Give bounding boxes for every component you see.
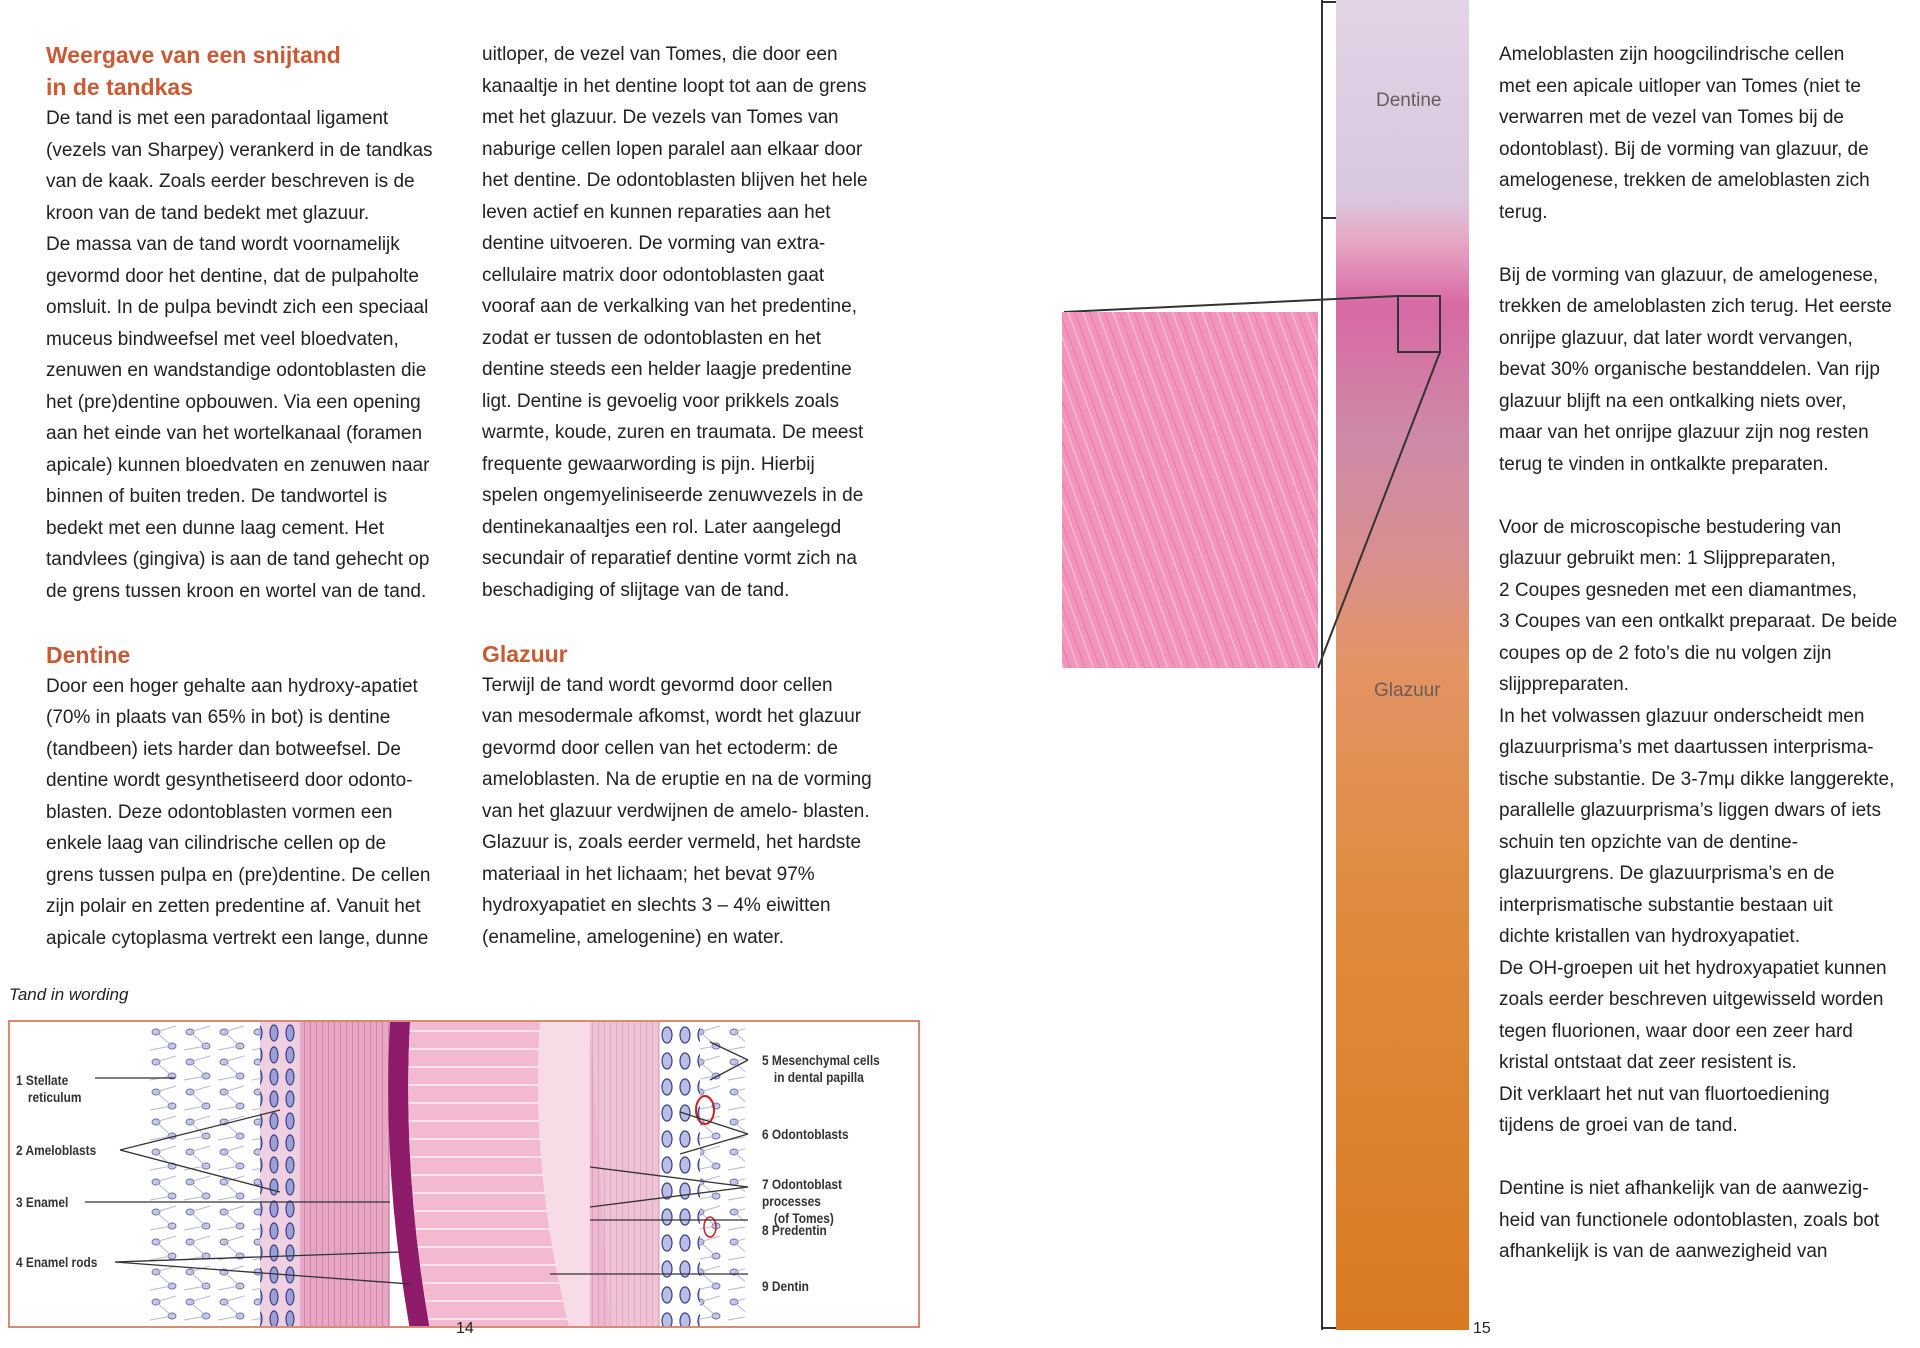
left-column-2 — [482, 39, 902, 953]
text-line: verwarren met de vezel van Tomes bij de — [1499, 107, 1844, 128]
text-line: (enameline, amelogenine) en water. — [482, 926, 785, 948]
text-line: zenuwen en wandstandige odontoblasten die — [46, 360, 427, 381]
paragraph-dentine-odontoblasten — [1499, 1173, 1909, 1268]
label-ameloblasts: 2 Ameloblasts — [16, 1142, 97, 1158]
text-line: grens tussen pulpa en (pre)dentine. De cellen — [46, 864, 431, 886]
text-line: dentine steeds een helder laagje predentine — [482, 359, 852, 380]
text-line: parallelle glazuurprisma’s liggen dwars of iets — [1499, 800, 1881, 821]
section-heading-glazuur: Glazuur — [482, 640, 568, 667]
section-heading-snijtand: Weergave van een snijtand — [46, 42, 341, 68]
text-line: afhankelijk is van de aanwezigheid van — [1499, 1241, 1828, 1262]
text-line: 3 Coupes van een ontkalkt preparaat. De beide — [1499, 611, 1898, 632]
text-line: aan het einde van het wortelkanaal (foramen — [46, 423, 423, 444]
paragraph-glazuur — [482, 670, 902, 954]
text-line: frequente gewaarwording is pijn. Hierbij — [482, 453, 815, 475]
text-line: (70% in plaats van 65% in bot) is dentine — [46, 707, 391, 728]
text-line: Dit verklaart het nut van fluortoediening — [1499, 1083, 1830, 1105]
text-line: Glazuur is, zoals eerder vermeld, het hardste — [482, 832, 862, 853]
text-line: materiaal in het lichaam; het bevat 97% — [482, 863, 815, 885]
text-line: beschadiging of slijtage van de tand. — [482, 579, 790, 601]
text-line: muceus bindweefsel met veel bloedvaten, — [46, 328, 399, 350]
text-line: De massa van de tand wordt voornamelijk — [46, 234, 400, 255]
right-column — [1499, 39, 1909, 1268]
text-line: apicale) kunnen bloedvaten en zenuwen naar — [46, 454, 430, 476]
paragraph-microscopie — [1499, 512, 1909, 1142]
paragraph-tand-intro — [46, 103, 466, 607]
text-line: met het glazuur. De vezels van Tomes van — [482, 107, 839, 128]
text-line: 2 Coupes gesneden met een diamantmes, — [1499, 579, 1858, 601]
text-line: tandvlees (gingiva) is aan de tand gehecht op — [46, 549, 430, 570]
text-line: tische substantie. De 3-7mμ dikke langgerekte, — [1499, 768, 1895, 790]
text-line: kanaaltje in het dentine loopt tot aan de grens — [482, 75, 867, 97]
page-number-right: 15 — [1473, 1320, 1491, 1337]
text-line: dentine wordt gesynthetiseerd door odonto- — [46, 770, 413, 791]
text-line: De tand is met een paradontaal ligament — [46, 108, 389, 129]
text-line: dentine uitvoeren. De vorming van extra- — [482, 233, 826, 254]
text-line: glazuurgrens. De glazuurprisma’s en de — [1499, 863, 1835, 884]
tooth-development-diagram — [8, 1020, 920, 1328]
text-line: Ameloblasten zijn hoogcilindrische cellen — [1499, 44, 1845, 65]
text-line: van de kaak. Zoals eerder beschreven is de — [46, 171, 415, 192]
text-line: enkele laag van cilindrische cellen op de — [46, 833, 387, 854]
text-line: slijppreparaten. — [1499, 674, 1629, 695]
label-odontoblasts: 6 Odontoblasts — [762, 1126, 849, 1142]
label-mesenchymal: 5 Mesenchymal cells in dental papilla — [762, 1052, 880, 1085]
text-line: zijn polair en zetten predentine af. Vanuit het — [46, 896, 421, 917]
text-line: amelogenese, trekken de ameloblasten zich — [1499, 170, 1870, 191]
text-line: odontoblast). Bij de vorming van glazuur, de — [1499, 138, 1869, 160]
image-label-glazuur: Glazuur — [1374, 680, 1441, 701]
text-line: glazuurprisma’s met daartussen interprisma- — [1499, 737, 1874, 758]
paragraph-tomes — [482, 39, 902, 606]
text-line: uitloper, de vezel van Tomes, die door een — [482, 44, 838, 65]
text-line: Dentine is niet afhankelijk van de aanwezig- — [1499, 1178, 1869, 1199]
text-line: heid van functionele odontoblasten, zoals bot — [1499, 1209, 1880, 1231]
text-line: trekken de ameloblasten zich terug. Het eerste — [1499, 296, 1892, 317]
image-label-dentine: Dentine — [1376, 90, 1442, 111]
text-line: interprismatische substantie bestaan uit — [1499, 894, 1833, 916]
label-stellate: 1 Stellate reticulum — [16, 1072, 82, 1105]
text-line: ligt. Dentine is gevoelig voor prikkels zoals — [482, 390, 839, 412]
text-line: schuin ten opzichte van de dentine- — [1499, 831, 1798, 853]
text-line: De OH-groepen uit het hydroxyapatiet kunnen — [1499, 957, 1887, 979]
label-dentin: 9 Dentin — [762, 1278, 809, 1294]
text-line: maar van het onrijpe glazuur zijn nog resten — [1499, 422, 1869, 443]
text-line: bedekt met een dunne laag cement. Het — [46, 517, 385, 539]
text-line: de grens tussen kroon en wortel van de tand. — [46, 580, 427, 602]
text-line: glazuur gebruikt men: 1 Slijppreparaten, — [1499, 548, 1836, 569]
text-line: hydroxyapatiet en slechts 3 – 4% eiwitten — [482, 895, 831, 916]
paragraph-dentine — [46, 671, 466, 955]
text-line: (tandbeen) iets harder dan botweefsel. De — [46, 738, 401, 760]
text-line: naburige cellen lopen paralel aan elkaar door — [482, 138, 863, 160]
text-line: bevat 30% organische bestanddelen. Van rijp — [1499, 359, 1880, 380]
text-line: van mesodermale afkomst, wordt het glazuur — [482, 706, 862, 727]
text-line: tegen fluorionen, waar door een zeer hard — [1499, 1020, 1853, 1042]
text-line: In het volwassen glazuur onderscheidt men — [1499, 705, 1865, 727]
text-line: onrijpe glazuur, dat later wordt vervangen, — [1499, 327, 1853, 349]
text-line: dentinekanaaltjes een rol. Later aangelegd — [482, 516, 842, 538]
text-line: terug te vinden in ontkalkte preparaten. — [1499, 453, 1829, 475]
text-line: binnen of buiten treden. De tandwortel is — [46, 486, 388, 507]
text-line: spelen ongemyeliniseerde zenuwvezels in de — [482, 485, 864, 506]
text-line: zodat er tussen de odontoblasten en het — [482, 327, 822, 349]
text-line: Door een hoger gehalte aan hydroxy-apatiet — [46, 675, 418, 697]
paragraph-amelogenese — [1499, 260, 1909, 481]
text-line: zoals eerder beschreven uitgewisseld worden — [1499, 989, 1884, 1010]
text-line: vooraf aan de verkalking van het predentine, — [482, 296, 857, 317]
label-odontoblast-processes: 7 Odontoblast processes (of Tomes) — [762, 1176, 843, 1226]
paragraph-ameloblasten — [1499, 39, 1909, 228]
text-line: Terwijl de tand wordt gevormd door cellen — [482, 674, 833, 696]
text-line: leven actief en kunnen reparaties aan het — [482, 201, 831, 223]
text-line: gevormd door cellen van het ectoderm: de — [482, 737, 838, 759]
left-column-1 — [46, 39, 466, 954]
text-line: ameloblasten. Na de eruptie en na de vorming — [482, 769, 872, 790]
text-line: met een apicale uitloper van Tomes (niet te — [1499, 75, 1861, 97]
section-heading-dentine: Dentine — [46, 641, 131, 668]
text-line: coupes op de 2 foto’s die nu volgen zijn — [1499, 642, 1832, 664]
figure-caption: Tand in wording — [9, 985, 129, 1004]
text-line: het (pre)dentine opbouwen. Via een opening — [46, 391, 421, 413]
text-line: secundair of reparatief dentine vormt zich na — [482, 548, 857, 569]
label-enamel-rods: 4 Enamel rods — [16, 1254, 98, 1270]
text-line: kroon van de tand bedekt met glazuur. — [46, 202, 370, 224]
label-enamel: 3 Enamel — [16, 1194, 69, 1210]
micrograph-figure — [1058, 0, 1498, 1340]
text-line: omsluit. In de pulpa bevindt zich een speciaal — [46, 297, 429, 318]
text-line: warmte, koude, zuren en traumata. De meest — [482, 422, 864, 443]
section-heading-snijtand-line2: in de tandkas — [46, 74, 193, 100]
text-line: dichte kristallen van hydroxyapatiet. — [1499, 926, 1800, 947]
text-line: blasten. Deze odontoblasten vormen een — [46, 801, 393, 823]
text-line: cellulaire matrix door odontoblasten gaat — [482, 264, 825, 286]
text-line: gevormd door het dentine, dat de pulpaholte — [46, 265, 419, 287]
text-line: apicale cytoplasma vertrekt een lange, dunne — [46, 927, 429, 949]
label-predentin: 8 Predentin — [762, 1222, 827, 1238]
text-line: (vezels van Sharpey) verankerd in de tandkas — [46, 139, 433, 161]
text-line: kristal ontstaat dat zeer resistent is. — [1499, 1052, 1797, 1073]
text-line: Voor de microscopische bestudering van — [1499, 516, 1842, 538]
text-line: van het glazuur verdwijnen de amelo- blasten. — [482, 800, 870, 822]
text-line: tijdens de groei van de tand. — [1499, 1115, 1738, 1136]
text-line: terug. — [1499, 201, 1548, 223]
text-line: glazuur blijft na een ontkalking niets over, — [1499, 390, 1847, 412]
page-number-left: 14 — [456, 1320, 474, 1337]
text-line: het dentine. De odontoblasten blijven het hele — [482, 170, 868, 191]
text-line: Bij de vorming van glazuur, de amelogenese, — [1499, 264, 1879, 286]
